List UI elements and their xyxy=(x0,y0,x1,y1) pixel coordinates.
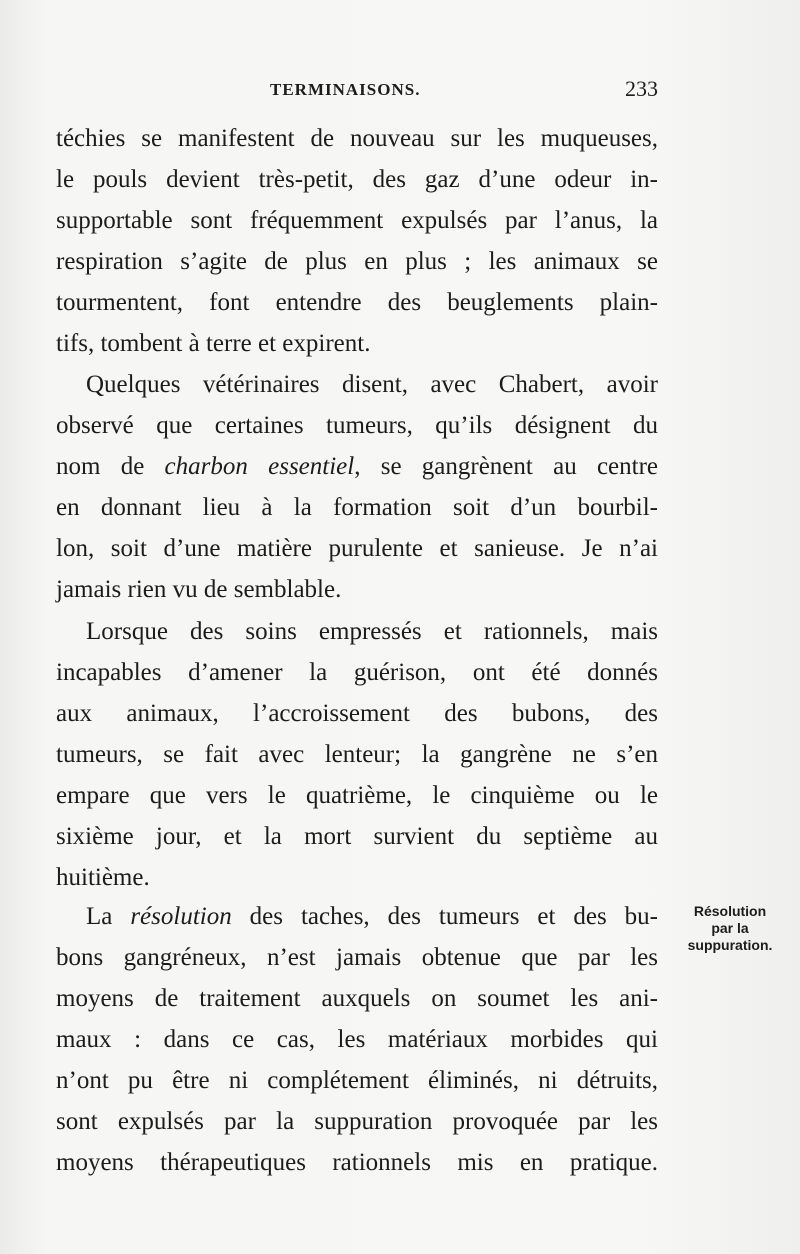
text-line: moyens de traitement auxquels on soumet les ani- xyxy=(56,985,658,1012)
running-title: TERMINAISONS. xyxy=(270,80,421,99)
marginal-note-line: Résolution xyxy=(693,903,767,919)
paragraph-2 xyxy=(56,364,658,610)
text-line: huitième. xyxy=(56,864,150,891)
text-line: incapables d’amener la guérison, ont été donnés xyxy=(56,659,658,686)
page-number: 233 xyxy=(625,76,658,101)
paragraph-3 xyxy=(56,611,658,898)
text-line: tumeurs, se fait avec lenteur; la gangrène ne s’en xyxy=(56,741,658,768)
italic-term: charbon essentiel xyxy=(164,453,355,480)
text-line: aux animaux, l’accroissement des bubons, des xyxy=(56,700,658,727)
text-line: Lorsque des soins empressés et rationnels, mais xyxy=(86,618,658,645)
text-line: lon, soit d’une matière purulente et sanieuse. Je n’ai xyxy=(56,535,658,562)
text-line: maux : dans ce cas, les matériaux morbides qui xyxy=(56,1026,658,1053)
text-line-with-italic xyxy=(56,446,658,487)
text-line: respiration s’agite de plus en plus ; les animaux se xyxy=(56,248,658,275)
text-line: tifs, tombent à terre et expirent. xyxy=(56,330,371,357)
text-line: moyens thérapeutiques rationnels mis en pratique. xyxy=(56,1149,658,1176)
text-segment: des taches, des tumeurs et des bu- xyxy=(231,903,658,930)
text-line: Quelques vétérinaires disent, avec Chabert, avoir xyxy=(86,371,658,398)
text-segment: , se gangrènent au centre xyxy=(354,453,659,480)
italic-term: résolution xyxy=(130,903,232,930)
text-segment: nom de xyxy=(56,453,165,480)
text-line-with-italic xyxy=(56,896,658,937)
text-line: empare que vers le quatrième, le cinquième ou le xyxy=(56,782,658,809)
text-segment: La xyxy=(86,903,131,930)
text-line: supportable sont fréquemment expulsés par l’anus, la xyxy=(56,207,658,234)
paragraph-1 xyxy=(56,118,658,364)
text-line: tourmentent, font entendre des beuglements plain- xyxy=(56,289,658,316)
text-line: le pouls devient très-petit, des gaz d’une odeur in- xyxy=(56,166,658,193)
text-line: jamais rien vu de semblable. xyxy=(56,576,342,603)
paragraph-4 xyxy=(56,896,658,1183)
text-line: bons gangréneux, n’est jamais obtenue que par les xyxy=(56,944,658,971)
text-line: n’ont pu être ni complétement éliminés, ni détruits, xyxy=(56,1067,658,1094)
page-header xyxy=(270,76,658,104)
text-line: sixième jour, et la mort survient du septième au xyxy=(56,823,658,850)
marginal-note xyxy=(676,903,784,954)
marginal-note-line: suppuration. xyxy=(687,937,773,953)
text-line: en donnant lieu à la formation soit d’un bourbil- xyxy=(56,494,658,521)
text-line: observé que certaines tumeurs, qu’ils désignent du xyxy=(56,412,658,439)
text-line: sont expulsés par la suppuration provoquée par les xyxy=(56,1108,658,1135)
marginal-note-line: par la xyxy=(711,920,749,936)
text-line: téchies se manifestent de nouveau sur les muqueuses, xyxy=(56,125,658,152)
